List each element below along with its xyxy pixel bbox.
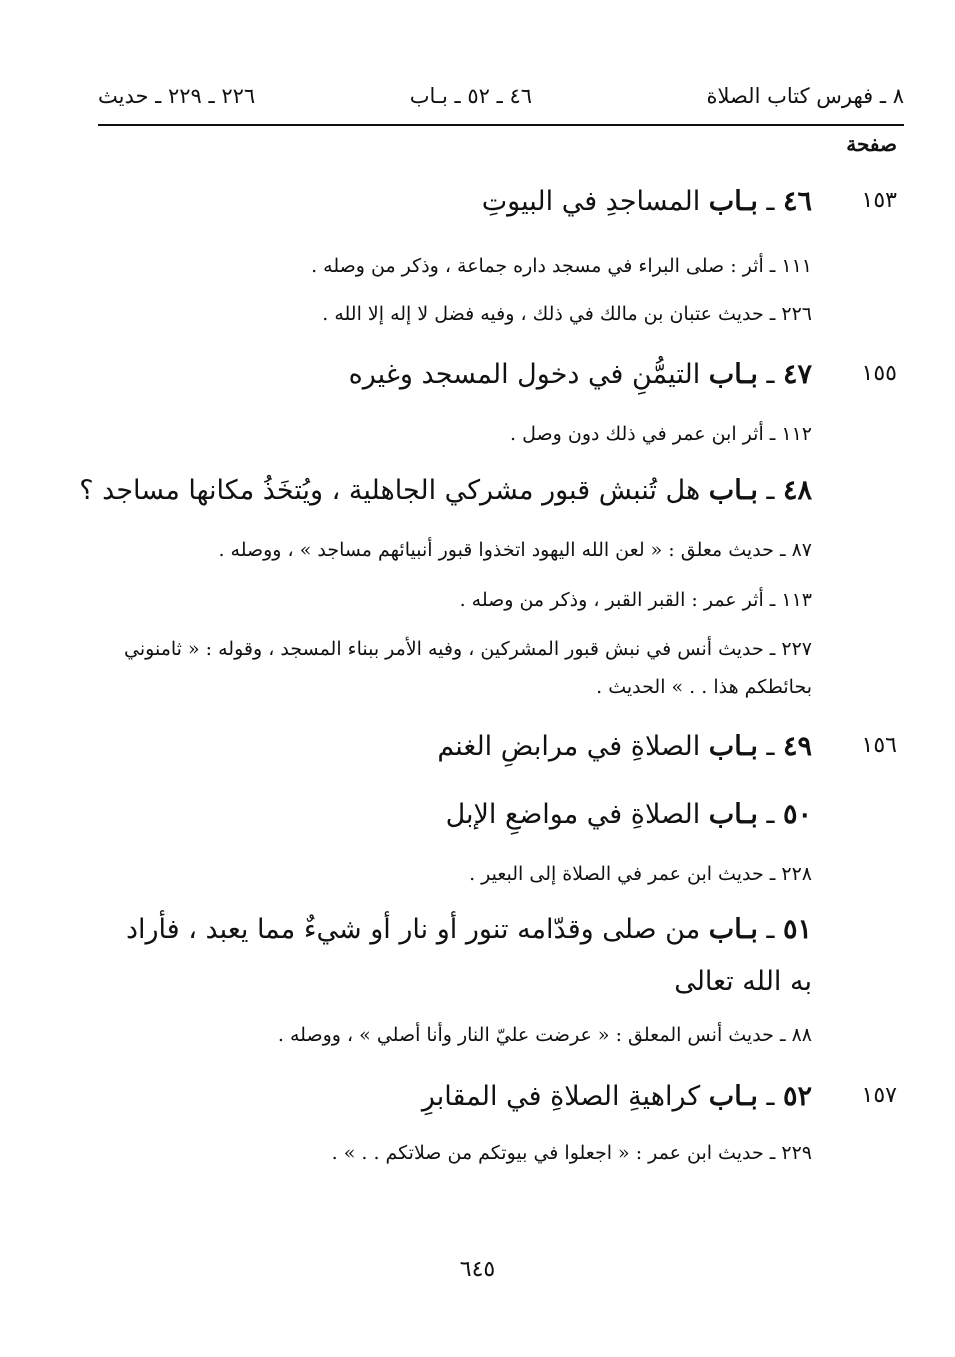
chapter-title: التيمُّنِ في دخول المسجد وغيره [348,359,701,390]
chapter-separator: ـ [766,359,775,390]
index-entry: ١١٣ ـ أثر عمر : القبر القبر ، وذكر من وصله . [459,589,812,611]
chapter-title: المساجدِ في البيوتِ [481,186,701,217]
page-column-label: صفحة [846,132,897,156]
header-rule [98,124,904,126]
page-number-ref: ١٥٣ [861,188,897,213]
chapter-number: ٤٦ [782,186,812,217]
chapter-bab: بـاب [708,359,758,390]
page-number-ref: ١٥٥ [861,361,897,386]
chapter-heading [60,465,812,517]
chapter-bab: بـاب [708,475,758,506]
chapter-title: الصلاةِ في مواضعِ الإبل [445,799,701,830]
chapter-heading [60,789,812,841]
index-entry: ١١١ ـ أثر : صلى البراء في مسجد داره جماعة ، وذكر من وصله . [311,255,812,277]
chapter-separator: ـ [766,799,775,830]
chapter-heading [60,176,812,228]
chapter-title: هل تُنبش قبور مشركي الجاهلية ، ويُتخَذُ مكانها مساجد ؟ [79,475,701,506]
chapter-bab: بـاب [708,731,758,762]
chapter-number: ٤٩ [782,731,812,762]
index-entry: ٢٢٧ ـ حديث أنس في نبش قبور المشركين ، وفيه الأمر ببناء المسجد ، وقوله : « ثامنوني بحائطكم هذا . . » الحديث . [124,638,812,698]
page-number-ref: ١٥٦ [861,733,897,758]
index-entry: ٢٢٩ ـ حديث ابن عمر : « اجعلوا في بيوتكم من صلاتكم . . » . [331,1142,812,1164]
chapter-bab: بـاب [708,1081,758,1112]
chapter-separator: ـ [766,914,775,945]
chapter-heading [98,904,812,1008]
chapter-number: ٥٠ [782,799,812,830]
header-chapter-range: ٤٦ ـ ٥٢ ـ بـاب [409,84,532,108]
chapter-separator: ـ [766,1081,775,1112]
index-entry: ١١٢ ـ أثر ابن عمر في ذلك دون وصل . [510,423,812,445]
chapter-separator: ـ [766,475,775,506]
chapter-number: ٤٨ [782,475,812,506]
chapter-number: ٥١ [782,914,812,945]
chapter-bab: بـاب [708,914,758,945]
chapter-number: ٤٧ [782,359,812,390]
chapter-heading [60,721,812,773]
header-hadith-range: ٢٢٦ ـ ٢٢٩ ـ حديث [98,84,256,108]
index-entry: ٨٧ ـ حديث معلق : « لعن الله اليهود اتخذوا قبور أنبيائهم مساجد » ، ووصله . [218,539,812,561]
page-footer-number: ٦٤٥ [459,1257,496,1282]
chapter-separator: ـ [766,731,775,762]
index-entry: ٢٢٨ ـ حديث ابن عمر في الصلاة إلى البعير . [469,863,812,885]
header-book-title: ٨ ـ فهرس كتاب الصلاة [706,84,904,108]
chapter-title: من صلى وقدّامه تنور أو نار أو شيءٌ مما يعبد ، فأراد به الله تعالى [125,914,812,997]
chapter-bab: بـاب [708,186,758,217]
chapter-title: كراهيةِ الصلاةِ في المقابرِ [421,1081,701,1112]
running-header [98,78,904,124]
chapter-number: ٥٢ [782,1081,812,1112]
chapter-bab: بـاب [708,799,758,830]
chapter-heading [60,1071,812,1123]
index-entry: ٨٨ ـ حديث أنس المعلق : « عرضت عليّ النار وأنا أصلي » ، ووصله . [277,1024,812,1046]
index-entry: ٢٢٦ ـ حديث عتبان بن مالك في ذلك ، وفيه فضل لا إله إلا الله . [322,303,812,325]
chapter-title: الصلاةِ في مرابضِ الغنم [437,731,701,762]
chapter-heading [60,349,812,401]
page-number-ref: ١٥٧ [861,1083,897,1108]
chapter-separator: ـ [766,186,775,217]
